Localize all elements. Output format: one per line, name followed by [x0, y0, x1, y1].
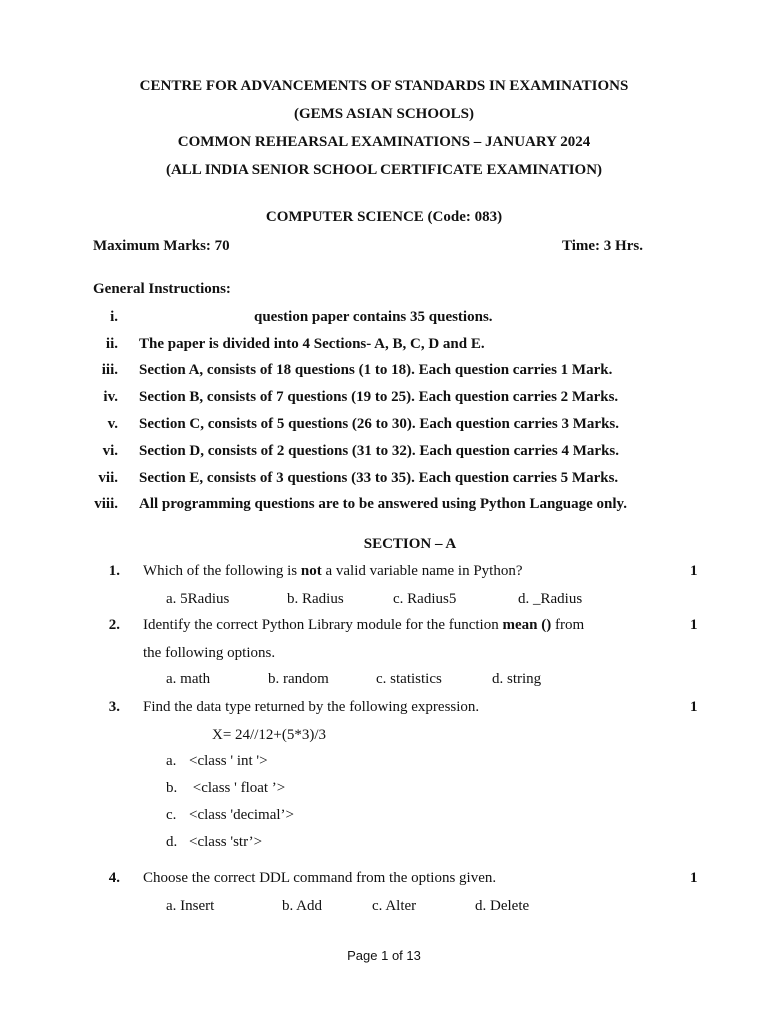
question-text: Which of the following is not a valid variable name in Python? — [143, 563, 523, 579]
instruction-text: Section A, consists of 18 questions (1 to 18). Each question carries 1 Mark. — [139, 362, 613, 378]
max-marks: Maximum Marks: 70 — [93, 238, 230, 254]
instruction-number: iii. — [101, 362, 118, 378]
question-number: 3. — [108, 699, 120, 715]
exam-subtitle: (ALL INDIA SENIOR SCHOOL CERTIFICATE EXAMINATION) — [165, 162, 603, 178]
option-d: d. Delete — [475, 898, 530, 914]
instructions-heading: General Instructions: — [93, 281, 231, 297]
question-text: Identify the correct Python Library module for the function mean () from — [143, 617, 585, 633]
question-marks: 1 — [690, 699, 698, 715]
question-number: 1. — [108, 563, 120, 579]
instruction-text: The paper is divided into 4 Sections- A, B, C, D and E. — [139, 336, 485, 352]
instruction-number: v. — [107, 416, 118, 432]
option-d: d. _Radius — [518, 591, 583, 607]
option-letter: b. — [166, 780, 178, 796]
exam-time: Time: 3 Hrs. — [562, 238, 643, 254]
instruction-number: ii. — [105, 336, 118, 352]
option-letter: d. — [166, 834, 178, 850]
option-letter: a. — [166, 753, 177, 769]
expression: X= 24//12+(5*3)/3 — [212, 727, 326, 743]
option-c: <class 'decimal’> — [189, 807, 294, 823]
instruction-number: viii. — [94, 496, 118, 512]
question-marks: 1 — [690, 870, 698, 886]
option-c: c. Radius5 — [393, 591, 457, 607]
question-text: Find the data type returned by the following expression. — [143, 699, 480, 715]
option-d: <class 'str’> — [189, 834, 263, 850]
instruction-text: Section D, consists of 2 questions (31 to 32). Each question carries 4 Marks. — [139, 443, 619, 459]
instruction-text: Section B, consists of 7 questions (19 to 25). Each question carries 2 Marks. — [139, 389, 619, 405]
instruction-text: question paper contains 35 questions. — [254, 309, 493, 325]
instruction-number: vi. — [102, 443, 118, 459]
exam-title: COMMON REHEARSAL EXAMINATIONS – JANUARY 2024 — [177, 134, 591, 150]
question-marks: 1 — [690, 617, 698, 633]
option-a: a. Insert — [166, 898, 215, 914]
option-b: b. Radius — [287, 591, 344, 607]
option-a: <class ' int '> — [189, 753, 268, 769]
question-text: Choose the correct DDL command from the options given. — [143, 870, 497, 886]
option-d: d. string — [492, 671, 542, 687]
option-b: b. Add — [282, 898, 323, 914]
option-letter: c. — [166, 807, 177, 823]
instruction-text: Section C, consists of 5 questions (26 to 30). Each question carries 3 Marks. — [139, 416, 619, 432]
option-a: a. 5Radius — [166, 591, 230, 607]
option-c: c. statistics — [376, 671, 442, 687]
instruction-number: iv. — [103, 389, 118, 405]
option-c: c. Alter — [372, 898, 417, 914]
instruction-number: vii. — [98, 470, 118, 486]
question-number: 4. — [108, 870, 120, 886]
question-text-continued: the following options. — [143, 645, 276, 661]
instruction-text: Section E, consists of 3 questions (33 to 35). Each question carries 5 Marks. — [139, 470, 619, 486]
subject-title: COMPUTER SCIENCE (Code: 083) — [265, 209, 503, 225]
question-number: 2. — [108, 617, 120, 633]
option-b: b. random — [268, 671, 329, 687]
instruction-number: i. — [110, 309, 118, 325]
option-a: a. math — [166, 671, 211, 687]
institution-title: CENTRE FOR ADVANCEMENTS OF STANDARDS IN EXAMINATIONS — [139, 78, 629, 94]
school-name: (GEMS ASIAN SCHOOLS) — [293, 106, 475, 122]
page-number: Page 1 of 13 — [347, 948, 421, 963]
instruction-text: All programming questions are to be answered using Python Language only. — [139, 496, 627, 512]
option-b: <class ' float ’> — [189, 780, 286, 796]
section-title: SECTION – A — [363, 536, 457, 552]
question-marks: 1 — [690, 563, 698, 579]
